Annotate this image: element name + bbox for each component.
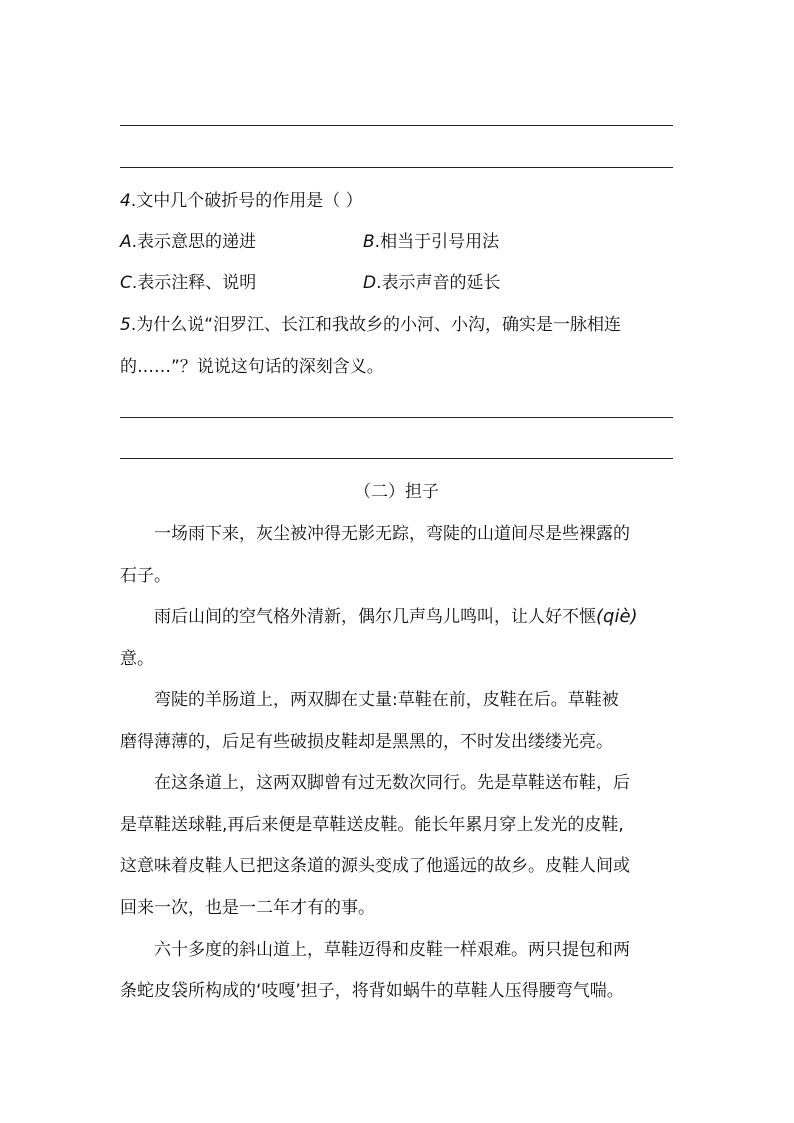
option-text: .表示注释、说明 bbox=[131, 273, 257, 293]
answer-line[interactable] bbox=[120, 417, 673, 418]
question-4 bbox=[120, 190, 676, 212]
option-d[interactable] bbox=[363, 272, 501, 294]
passage-line: 弯陡的羊肠道上，两双脚在丈量:草鞋在前，皮鞋在后。草鞋被 bbox=[120, 690, 619, 710]
passage-line bbox=[120, 606, 676, 628]
answer-line[interactable] bbox=[120, 125, 673, 126]
passage-line: 这意味着皮鞋人已把这条道的源头变成了他遥远的故乡。皮鞋人间或 bbox=[120, 856, 630, 876]
question-text: .为什么说“汨罗江、长江和我故乡的小河、小沟，确实是一脉相连 bbox=[130, 315, 622, 335]
option-text: .表示声音的延长 bbox=[376, 273, 501, 293]
passage-line: 在这条道上，这两双脚曾有过无数次同行。先是草鞋送布鞋，后 bbox=[120, 773, 630, 793]
passage-line: 一场雨下来，灰尘被冲得无影无踪，弯陡的山道间尽是些裸露的 bbox=[120, 524, 630, 544]
option-letter: A bbox=[120, 232, 132, 252]
passage-line: 意。 bbox=[120, 649, 154, 669]
question-text: 的……”？说说这句话的深刻含义。 bbox=[120, 357, 384, 377]
option-letter: B bbox=[363, 232, 375, 252]
passage-line: 是草鞋送球鞋,再后来便是草鞋送皮鞋。能长年累月穿上发光的皮鞋, bbox=[120, 815, 624, 835]
pinyin-annotation: (qiè) bbox=[596, 606, 638, 627]
option-text: .表示意思的递进 bbox=[131, 232, 257, 252]
question-text: .文中几个破折号的作用是（ ） bbox=[130, 191, 363, 211]
option-b[interactable] bbox=[363, 231, 499, 253]
option-letter: C bbox=[120, 273, 132, 293]
passage-line: 六十多度的斜山道上，草鞋迈得和皮鞋一样艰难。两只提包和两 bbox=[120, 940, 630, 960]
passage-text: 雨后山间的空气格外清新，偶尔几声鸟儿鸣叫，让人好不惬 bbox=[120, 607, 596, 627]
answer-line[interactable] bbox=[120, 167, 673, 168]
passage-line: 石子。 bbox=[120, 566, 171, 586]
option-a[interactable] bbox=[120, 231, 256, 253]
answer-line[interactable] bbox=[120, 458, 673, 459]
question-5-line-1 bbox=[120, 314, 676, 336]
passage-line: 磨得薄薄的，后足有些破损皮鞋却是黑黑的，不时发出缕缕光亮。 bbox=[120, 732, 613, 752]
option-c[interactable] bbox=[120, 272, 256, 294]
passage-line: 回来一次，也是一二年才有的事。 bbox=[120, 898, 375, 918]
passage-line: 条蛇皮袋所构成的‘吱嘎’担子，将背如蜗牛的草鞋人压得腰弯气喘。 bbox=[120, 981, 624, 1001]
question-5-line-2 bbox=[120, 356, 676, 378]
passage-title: （二）担子 bbox=[354, 482, 439, 502]
question-number: 4 bbox=[120, 191, 131, 211]
option-letter: D bbox=[363, 273, 377, 293]
option-text: .相当于引号用法 bbox=[374, 232, 500, 252]
question-number: 5 bbox=[120, 315, 131, 335]
